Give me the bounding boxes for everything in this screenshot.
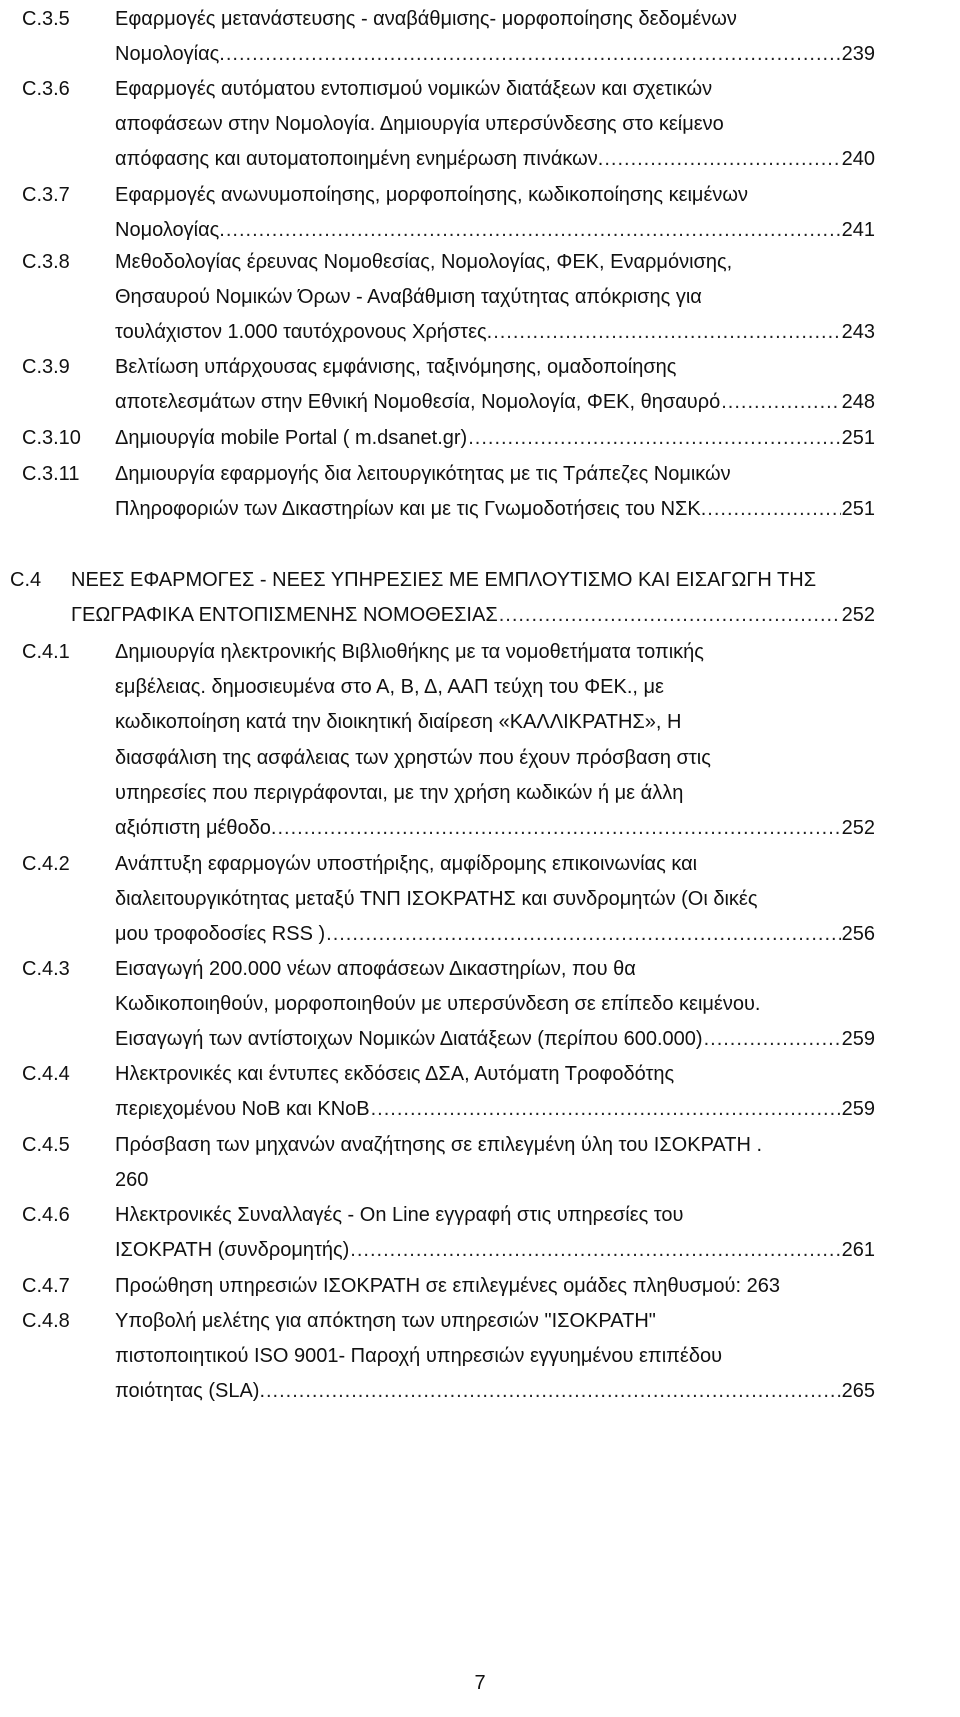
dot-leader: [226, 213, 841, 247]
toc-entry-page: 239: [841, 43, 875, 66]
dot-leader: [226, 37, 841, 71]
toc-entry-page: 251: [841, 427, 875, 449]
toc-entry-title-line: εμβέλειας. δημοσιευμένα στο Α, Β, Δ, ΑΑΠ τεύχη του ΦΕΚ., με: [115, 676, 664, 699]
toc-entry-number: C.3.10: [22, 427, 81, 449]
toc-entry-page: 251: [841, 498, 875, 521]
toc-entry-number: C.4.4: [22, 1063, 70, 1085]
toc-entry-title-text: Νομολογίας.: [115, 219, 225, 242]
dot-leader: [604, 142, 840, 176]
toc-entry-title-line: [115, 37, 875, 71]
dot-leader: [704, 1022, 841, 1056]
toc-entry-title-text: ΙΣΟΚΡΑΤΗ (συνδρομητής): [115, 1239, 350, 1262]
toc-entry-number: C.4.7: [22, 1275, 70, 1297]
toc-entry-title-text: απόφασης και αυτοματοποιημένη ενημέρωση πινάκων.: [115, 148, 604, 171]
toc-entry-title-line: Ανάπτυξη εφαρμογών υποστήριξης, αμφίδρομης επικοινωνίας και: [115, 853, 698, 875]
toc-entry-title-line: [115, 1374, 875, 1408]
dot-leader: [499, 598, 841, 632]
toc-entry-title-line: Ηλεκτρονικές Συναλλαγές - On Line εγγραφή στις υπηρεσίες του: [115, 1204, 684, 1226]
toc-entry-title-line: Μεθοδολογίας έρευνας Νομοθεσίας, Νομολογίας, ΦΕΚ, Εναρμόνισης,: [115, 251, 733, 273]
toc-entry-page: 248: [841, 391, 875, 414]
toc-entry-number: C.3.6: [22, 78, 70, 100]
toc-entry-title-line: [115, 811, 875, 845]
toc-entry-title-text: Εισαγωγή των αντίστοιχων Νομικών Διατάξεων (περίπου 600.000): [115, 1028, 703, 1051]
toc-entry-title-line: [115, 1022, 875, 1056]
toc-entry-title-line: Εισαγωγή 200.000 νέων αποφάσεων Δικαστηρίων, που θα: [115, 958, 636, 980]
toc-entry-title-text: ΓΕΩΓΡΑΦΙΚΑ ΕΝΤΟΠΙΣΜΕΝΗΣ ΝΟΜΟΘΕΣΙΑΣ: [71, 604, 498, 627]
toc-entry-title-line: Ηλεκτρονικές και έντυπες εκδόσεις ΔΣΑ, Αυτόματη Τροφοδότης: [115, 1063, 675, 1085]
toc-entry-number: C.4.8: [22, 1310, 70, 1332]
toc-entry-title-line: 260: [115, 1169, 149, 1192]
toc-entry-number: C.4.6: [22, 1204, 70, 1226]
toc-entry-number: C.3.11: [22, 463, 80, 485]
toc-entry-title-line: ΝΕΕΣ ΕΦΑΡΜΟΓΕΣ - ΝΕΕΣ ΥΠΗΡΕΣΙΕΣ ΜΕ ΕΜΠΛΟΥΤΙΣΜΟ ΚΑΙ ΕΙΣΑΓΩΓΗ ΤΗΣ: [71, 569, 817, 591]
dot-leader: [721, 385, 840, 419]
toc-entry-number: C.3.8: [22, 251, 70, 273]
toc-entry-number: C.4.5: [22, 1134, 70, 1156]
toc-entry-title-line: Θησαυρού Νομικών Όρων - Αναβάθμιση ταχύτητας απόκρισης για: [115, 286, 702, 309]
toc-entry-title-line: [115, 315, 875, 349]
toc-entry-title-line: [115, 421, 875, 455]
toc-entry-title-text: ποιότητας (SLA).: [115, 1380, 265, 1403]
toc-entry-page: 265: [841, 1380, 875, 1403]
toc-entry-title-line: Εφαρμογές μετανάστευσης - αναβάθμισης- μορφοποίησης δεδομένων: [115, 8, 737, 30]
toc-entry-title-line: Υποβολή μελέτης για απόκτηση των υπηρεσιών "ΙΣΟΚΡΑΤΗ": [115, 1310, 656, 1332]
toc-entry-title-line: πιστοποιητικού ISO 9001- Παροχή υπηρεσιών εγγυημένου επιπέδου: [115, 1345, 723, 1368]
toc-entry-number: C.3.7: [22, 184, 70, 206]
dot-leader: [468, 421, 840, 455]
toc-entry-title-line: [115, 385, 875, 419]
dot-leader: [493, 315, 840, 349]
toc-entry-page: 240: [841, 148, 875, 171]
toc-entry-number: C.4: [10, 569, 42, 591]
toc-entry-number: C.3.5: [22, 8, 70, 30]
dot-leader: [326, 917, 840, 951]
toc-entry-title-line: Προώθηση υπηρεσιών ΙΣΟΚΡΑΤΗ σε επιλεγμένες ομάδες πληθυσμού: 263: [115, 1275, 780, 1297]
toc-entry-title-line: [71, 598, 875, 632]
toc-entry-title-text: Νομολογίας.: [115, 43, 225, 66]
toc-entry-title-text: αξιόπιστη μέθοδο.: [115, 817, 277, 839]
toc-entry-page: 259: [841, 1028, 875, 1051]
toc-entry-title-text: Πληροφοριών των Δικαστηρίων και με τις Γνωμοδοτήσεις του ΝΣΚ.: [115, 498, 707, 521]
toc-entry-page: 241: [841, 219, 875, 242]
page-number: 7: [474, 1672, 486, 1694]
toc-entry-title-text: αποτελεσμάτων στην Εθνική Νομοθεσία, Νομολογία, ΦΕΚ, θησαυρό: [115, 391, 721, 414]
toc-entry-title-line: Βελτίωση υπάρχουσας εμφάνισης, ταξινόμησης, ομαδοποίησης: [115, 356, 677, 378]
toc-entry-title-text: μου τροφοδοσίες RSS ): [115, 923, 326, 946]
toc-entry-title-line: Δημιουργία εφαρμογής δια λειτουργικότητας με τις Τράπεζες Νομικών: [115, 463, 731, 485]
toc-entry-title-line: Εφαρμογές ανωνυμοποίησης, μορφοποίησης, κωδικοποίησης κειμένων: [115, 184, 748, 206]
toc-entry-number: C.4.1: [22, 641, 70, 663]
toc-entry-number: C.3.9: [22, 356, 70, 378]
toc-entry-title-line: Εφαρμογές αυτόματου εντοπισμού νομικών διατάξεων και σχετικών: [115, 78, 713, 100]
toc-entry-number: C.4.2: [22, 853, 70, 875]
dot-leader: [707, 492, 840, 526]
toc-entry-title-text: περιεχομένου NoB και KNoB: [115, 1098, 370, 1121]
toc-entry-page: 256: [841, 923, 875, 946]
toc-entry-title-text: Δημιουργία mobile Portal ( m.dsanet.gr): [115, 427, 468, 449]
toc-entry-title-line: [115, 213, 875, 247]
toc-entry-title-line: [115, 142, 875, 176]
toc-entry-page: 252: [841, 817, 875, 839]
toc-entry-title-line: Πρόσβαση των μηχανών αναζήτησης σε επιλεγμένη ύλη του ΙΣΟΚΡΑΤΗ .: [115, 1134, 763, 1156]
toc-entry-title-text: τουλάχιστον 1.000 ταυτόχρονους Χρήστες.: [115, 321, 493, 344]
toc-entry-number: C.4.3: [22, 958, 70, 980]
toc-entry-title-line: αποφάσεων στην Νομολογία. Δημιουργία υπερσύνδεσης στο κείμενο: [115, 113, 724, 136]
dot-leader: [266, 1374, 841, 1408]
toc-entry-title-line: [115, 1092, 875, 1126]
toc-entry-title-line: διασφάλιση της ασφάλειας των χρηστών που έχουν πρόσβαση στις: [115, 746, 711, 769]
dot-leader: [350, 1233, 840, 1267]
toc-entry-page: 252: [841, 604, 875, 627]
toc-entry-page: 261: [841, 1239, 875, 1262]
toc-entry-title-line: [115, 917, 875, 951]
toc-entry-title-line: [115, 1233, 875, 1267]
toc-entry-title-line: κωδικοποίηση κατά την διοικητική διαίρεση «ΚΑΛΛΙΚΡΑΤΗΣ», Η: [115, 711, 682, 734]
toc-entry-page: 243: [841, 321, 875, 344]
toc-entry-title-line: διαλειτουργικότητας μεταξύ ΤΝΠ ΙΣΟΚΡΑΤΗΣ και συνδρομητών (Οι δικές: [115, 888, 758, 911]
toc-entry-title-line: [115, 492, 875, 526]
dot-leader: [277, 811, 840, 845]
dot-leader: [371, 1092, 841, 1126]
toc-entry-title-line: Κωδικοποιηθούν, μορφοποιηθούν με υπερσύνδεση σε επίπεδο κειμένου.: [115, 993, 761, 1016]
toc-entry-page: 259: [841, 1098, 875, 1121]
toc-entry-title-line: υπηρεσίες που περιγράφονται, με την χρήση κωδικών ή με άλλη: [115, 781, 684, 804]
toc-entry-title-line: Δημιουργία ηλεκτρονικής Βιβλιοθήκης με τα νομοθετήματα τοπικής: [115, 641, 704, 663]
